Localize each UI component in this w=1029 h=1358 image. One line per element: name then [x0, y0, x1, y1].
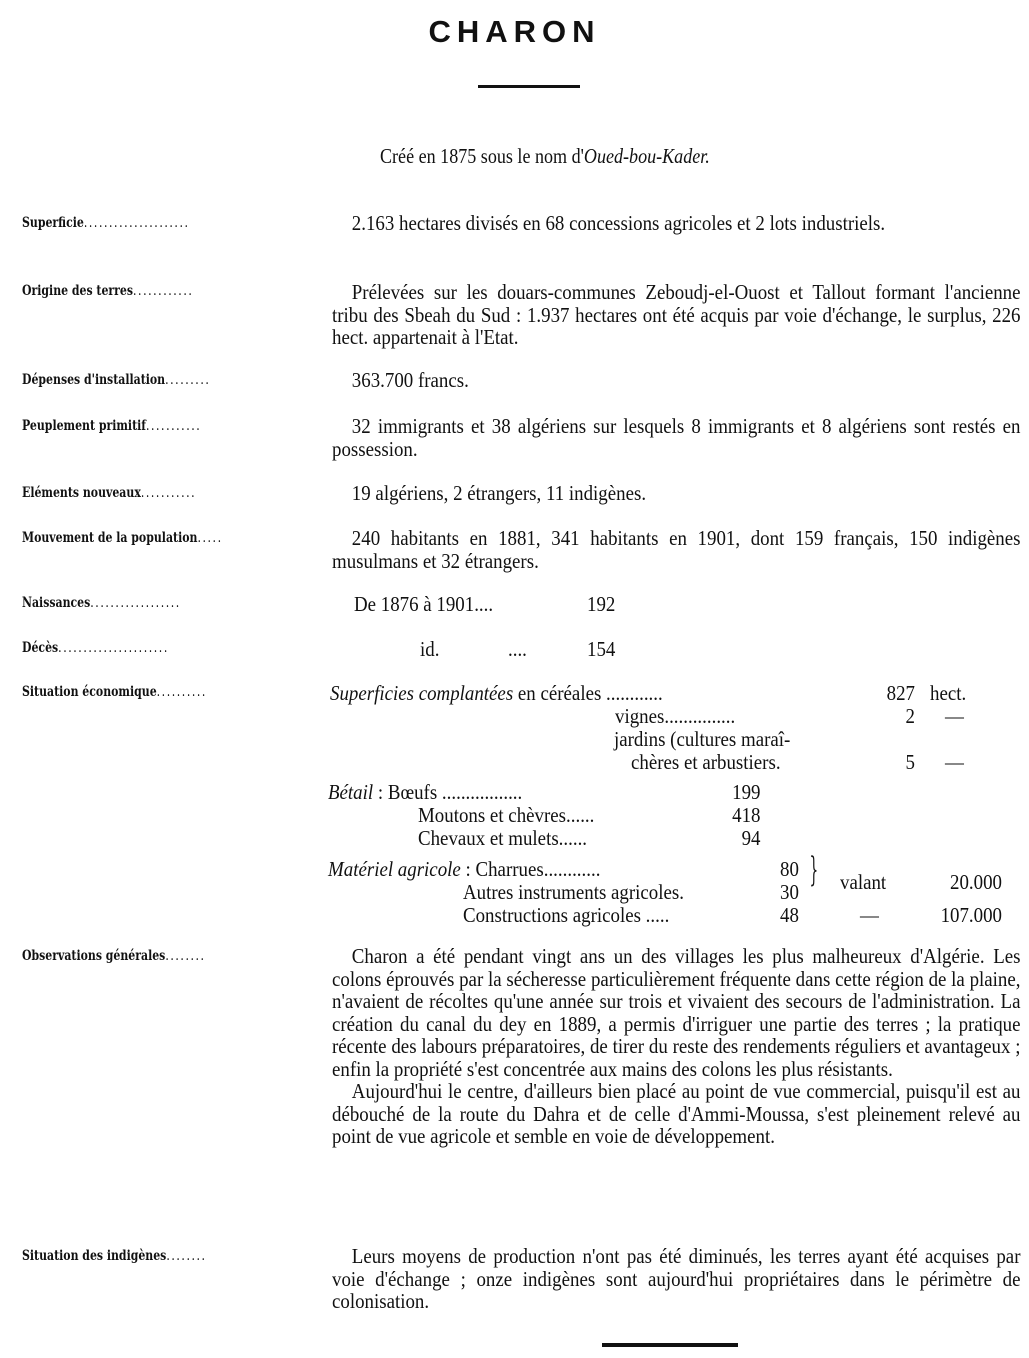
leader-dots: ..................: [90, 595, 181, 611]
deces-dots: ....: [508, 637, 527, 661]
naissances-value: 192: [587, 592, 616, 616]
paragraph: Leurs moyens de production n'ont pas été diminués, les terres ayant été acquises par voie d'échange ; onze indigènes sont aujourd'hui propriétaires dans le périmètre de colonisation.: [332, 1244, 1021, 1313]
paragraph: 240 habitants en 1881, 341 habitants en 1901, dont 159 français, 150 indigènes musulmans et 32 étrangers.: [332, 526, 1021, 573]
leader-dots: ............: [133, 283, 194, 299]
label-origine: [22, 283, 193, 299]
materiel-label: Matériel agricole: [328, 857, 461, 881]
label-text: Situation des indigènes: [22, 1248, 167, 1264]
label-naissances: [22, 595, 181, 611]
paragraph: 363.700 francs.: [351, 368, 469, 392]
leader-dots: ...........: [145, 418, 202, 434]
label-text: Origine des terres: [22, 283, 134, 299]
text-mouvement: [332, 527, 1022, 572]
betail-value: 418: [732, 803, 761, 827]
betail-row: [328, 780, 522, 805]
label-observations: [22, 948, 206, 964]
culture-name: chères et arbustiers.: [631, 750, 781, 774]
materiel-value: 30: [780, 880, 799, 904]
paragraph: Aujourd'hui le centre, d'ailleurs bien placé au point de vue commercial, puisqu'il est au débouché de la route du Dahra et de celle d'Ammi-Moussa, s'est pleinement relevé au point de vue agricole et semble en voie de développement.: [332, 1079, 1021, 1148]
end-divider: [602, 1343, 738, 1347]
constructions-dash: —: [860, 903, 879, 927]
label-text: Situation économique: [22, 684, 157, 700]
paragraph: 2.163 hectares divisés en 68 concessions agricoles et 2 lots industriels.: [351, 211, 886, 235]
label-text: Naissances: [22, 595, 91, 611]
text-depenses: [332, 369, 1022, 392]
deces-value: 154: [587, 637, 616, 661]
label-text: Dépenses d'installation: [22, 372, 166, 388]
subtitle-place: Oued-bou-Kader.: [583, 144, 710, 168]
culture-value: 827: [886, 681, 915, 705]
leader-dots: .....................: [83, 215, 190, 231]
text-observations: [332, 945, 1022, 1148]
paragraph: Charon a été pendant vingt ans un des villages les plus malheureux d'Algérie. Les colons éprouvés par la sécheresse particulièrement fréquente dans cette région de la plaine, n'avaient de récoltes qu'une année sur trois et vivaient des secours de l'administration. La création du canal du dey en 1889, a permis d'irriguer une partie des terres ; la pratique récente des labours préparatoires, de tirer du reste des rendements réguliers et avantageux ; enfin la propriété s'est concentrée aux mains des colons les plus résistants.: [332, 944, 1021, 1081]
text-elements: [332, 482, 1022, 505]
paragraph: 19 algériens, 2 étrangers, 11 indigènes.: [351, 481, 647, 505]
page-title: CHARON: [428, 14, 601, 49]
materiel-name: Autres instruments agricoles.: [463, 880, 684, 904]
naissances-period: De 1876 à 1901....: [354, 592, 494, 616]
label-text: Peuplement primitif: [22, 418, 146, 434]
label-peuplement: [22, 418, 201, 434]
leader-dots: .........: [165, 372, 211, 388]
label-text: Superficie: [22, 215, 84, 231]
culture-unit: —: [945, 704, 964, 728]
label-indigenes: [22, 1248, 207, 1264]
materiel-name: : Charrues............: [465, 857, 601, 881]
culture-name: jardins (cultures maraî-: [614, 727, 791, 751]
materiel-value: 48: [780, 903, 799, 927]
text-indigenes: [332, 1245, 1022, 1313]
culture-value: 5: [905, 750, 915, 774]
label-deces: [22, 640, 169, 656]
materiel-row: [328, 857, 600, 882]
betail-name: Moutons et chèvres......: [418, 803, 595, 827]
betail-name: : Bœufs .................: [377, 780, 523, 804]
culture-name: en céréales ............: [517, 681, 663, 705]
paragraph: Prélevées sur les douars-communes Zeboudj-el-Ouost et Tallout formant l'ancienne tribu des Sbeah du Sud : 1.937 hectares ont été acquis par voie d'échange, le surplus, 226 hect. appartenait à l'Etat.: [332, 280, 1021, 349]
label-text: Eléments nouveaux: [22, 485, 141, 501]
label-depenses: [22, 372, 210, 388]
label-text: Décès: [22, 640, 59, 656]
culture-unit: —: [945, 750, 964, 774]
text-peuplement: [332, 415, 1022, 460]
superficies-label: Superficies complantées: [330, 681, 514, 705]
materiel-value: 80: [780, 857, 799, 881]
subtitle-text: Créé en 1875 sous le nom d': [380, 144, 584, 168]
title-divider: [478, 85, 580, 88]
betail-value: 199: [732, 780, 761, 804]
valant-value: 20.000: [950, 870, 1002, 894]
label-text: Mouvement de la population: [22, 530, 198, 546]
label-mouvement: [22, 530, 223, 546]
leader-dots: ...........: [140, 485, 197, 501]
culture-unit: hect.: [930, 681, 967, 705]
text-origine: [332, 281, 1022, 349]
culture-value: 2: [905, 704, 915, 728]
paragraph: 32 immigrants et 38 algériens sur lesquels 8 immigrants et 8 algériens sont restés en possession.: [332, 414, 1021, 461]
culture-name: vignes...............: [615, 704, 736, 728]
label-elements: [22, 485, 196, 501]
subtitle: [380, 144, 710, 169]
constructions-value: 107.000: [940, 903, 1002, 927]
leader-dots: ..........: [156, 684, 207, 700]
materiel-name: Constructions agricoles .....: [463, 903, 670, 927]
text-superficie: [332, 212, 1022, 235]
leader-dots: ........: [165, 948, 206, 964]
deces-period: id.: [420, 637, 440, 661]
label-superficie: [22, 215, 190, 231]
leader-dots: .....: [197, 530, 223, 546]
betail-value: 94: [741, 826, 761, 850]
betail-name: Chevaux et mulets......: [418, 826, 588, 850]
label-economique: [22, 684, 207, 700]
leader-dots: ........: [166, 1248, 207, 1264]
leader-dots: ......................: [58, 640, 169, 656]
valant-label: valant: [840, 870, 887, 894]
label-text: Observations générales: [22, 948, 166, 964]
betail-label: Bétail: [328, 780, 374, 804]
cultures-row-cereales: [330, 681, 663, 706]
brace-icon: }: [809, 850, 819, 890]
